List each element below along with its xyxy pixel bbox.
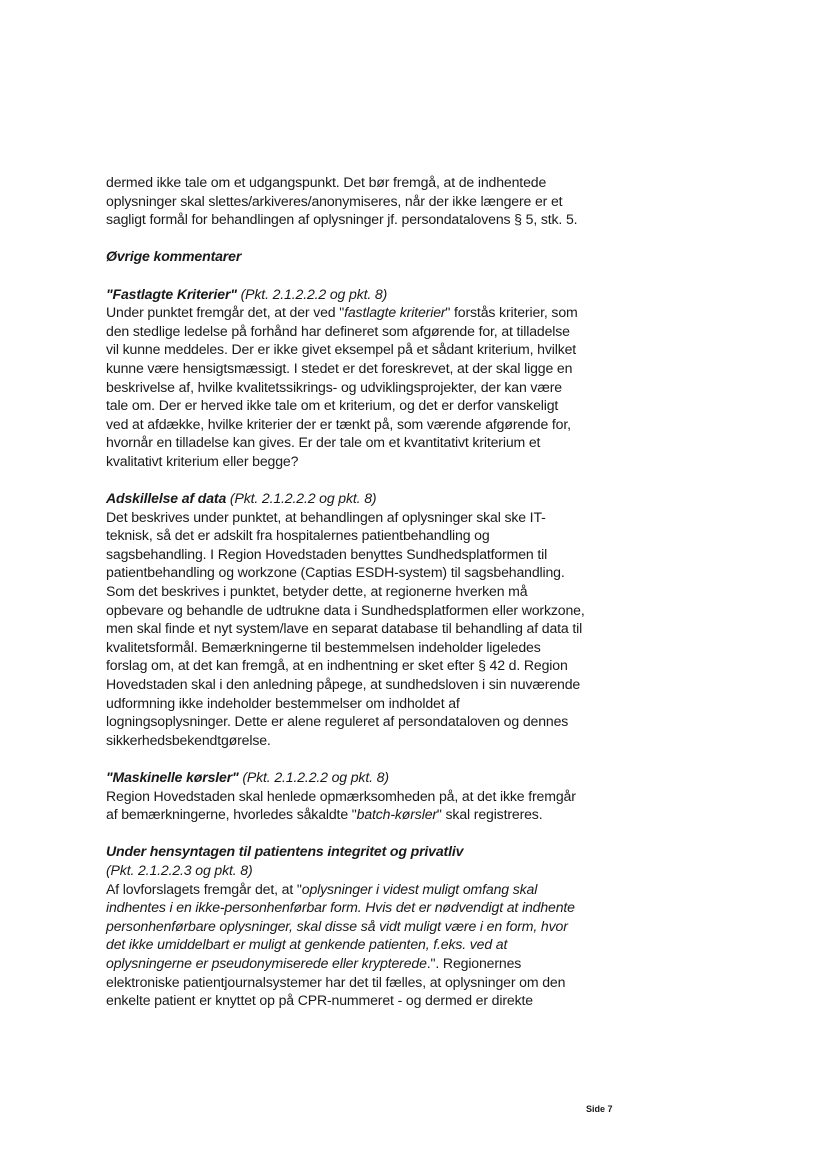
body-line: hvornår en tilladelse kan gives. Er der tale om et kvantitativt kriterium et — [106, 434, 541, 451]
body-line: teknisk, så det er adskilt fra hospitalernes patientbehandling og — [106, 527, 490, 544]
intro-paragraph — [106, 173, 646, 229]
section-reference: (Pkt. 2.1.2.2.2 og pkt. 8) — [226, 490, 377, 507]
body-line: enkelte patient er knyttet op på CPR-nummeret - og dermed er direkte — [106, 992, 533, 1009]
body-text: af bemærkningerne, hvorledes såkaldte " — [106, 806, 357, 823]
section-patient-integritet — [106, 842, 646, 1009]
body-text-italic: oplysningerne er pseudonymiserede eller krypterede — [106, 954, 427, 971]
page-number: Side 7 — [586, 1104, 613, 1114]
body-line-italic: personhenførbare oplysninger, skal disse så vidt muligt være i en form, hvor — [106, 917, 568, 934]
body-text: Af lovforslagets fremgår det, at " — [106, 880, 302, 897]
body-line: Det beskrives under punktet, at behandlingen af oplysninger skal ske IT- — [106, 508, 546, 525]
body-line: kvalitetsformål. Bemærkningerne til bestemmelsen indeholder ligeledes — [106, 638, 541, 655]
body-text: " skal registreres. — [436, 806, 543, 823]
body-line: Som det beskrives i punktet, betyder dette, at regionerne hverken må — [106, 583, 528, 600]
body-line-italic: det ikke umiddelbart er muligt at genkende patienten, f.eks. ved at — [106, 936, 508, 953]
section-title: "Fastlagte Kriterier" — [106, 285, 237, 302]
body-line: den stedlige ledelse på forhånd har defineret som afgørende for, at tilladelse — [106, 322, 570, 339]
body-line: ved at afdække, hvilke kriterier der er tænkt på, som værende afgørende for, — [106, 415, 571, 432]
body-line: udformning ikke indeholder bestemmelser om indholdet af — [106, 694, 460, 711]
section-maskinelle-koersler — [106, 768, 646, 824]
document-body — [106, 173, 646, 1010]
section-reference: (Pkt. 2.1.2.2.3 og pkt. 8) — [106, 861, 253, 878]
section-heading-other-comments: Øvrige kommentarer — [106, 248, 242, 265]
intro-line: dermed ikke tale om et udgangspunkt. Det bør fremgå, at de indhentede — [106, 174, 547, 190]
body-text: Under punktet fremgår det, at der ved " — [106, 304, 345, 321]
body-text: .". Regionernes — [426, 954, 522, 971]
intro-line: oplysninger skal slettes/arkiveres/anonymiseres, når der ikke længere er et — [106, 192, 563, 209]
body-line: beskrivelse af, hvilke kvalitetssikrings- og udviklingsprojekter, der kan være — [106, 378, 562, 395]
body-text-italic: batch-kørsler — [356, 806, 437, 823]
body-text-italic: fastlagte kriterier — [344, 304, 446, 321]
section-adskillelse-af-data — [106, 489, 646, 749]
body-line: patientbehandling og workzone (Captias ESDH-system) til sagsbehandling. — [106, 564, 565, 581]
section-title: "Maskinelle kørsler" — [106, 769, 239, 785]
body-line: elektroniske patientjournalsystemer har det til fælles, at oplysninger om den — [106, 973, 566, 990]
body-line: kvalitativt kriterium eller begge? — [106, 452, 299, 469]
section-title: Adskillelse af data — [106, 490, 227, 507]
body-line: kunne være hensigtsmæssigt. I stedet er det foreskrevet, at der skal ligge en — [106, 359, 573, 376]
body-line: Region Hovedstaden skal henlede opmærksomheden på, at det ikke fremgår — [106, 787, 576, 804]
body-line: forslag om, at det kan fremgå, at en indhentning er sket efter § 42 d. Region — [106, 657, 568, 674]
body-line: men skal finde et nyt system/lave en separat database til behandling af data til — [106, 620, 583, 637]
body-line: sikkerhedsbekendtgørelse. — [106, 731, 271, 748]
body-text: " forstås kriterier, som — [445, 304, 578, 321]
body-line-italic: indhentes i en ikke-personhenførbar form. Hvis det er nødvendigt at indhente — [106, 899, 575, 916]
section-title: Under hensyntagen til patientens integritet og privatliv — [106, 843, 464, 860]
body-line: vil kunne meddeles. Der er ikke givet eksempel på et sådant kriterium, hvilket — [106, 341, 577, 358]
section-reference: (Pkt. 2.1.2.2.2 og pkt. 8) — [236, 285, 388, 302]
body-line: Hovedstaden skal i den anledning påpege, at sundhedsloven i sin nuværende — [106, 676, 581, 693]
body-line: sagsbehandling. I Region Hovedstaden benyttes Sundhedsplatformen til — [106, 545, 548, 562]
body-line: logningsoplysninger. Dette er alene reguleret af persondataloven og dennes — [106, 713, 569, 730]
section-fastlagte-kriterier — [106, 285, 646, 471]
body-text-italic: oplysninger i videst muligt omfang skal — [301, 880, 538, 897]
body-line: opbevare og behandle de udtrukne data i Sundhedsplatformen eller workzone, — [106, 601, 585, 618]
section-reference: (Pkt. 2.1.2.2.2 og pkt. 8) — [238, 769, 389, 785]
intro-line: sagligt formål for behandlingen af oplysninger jf. persondatalovens § 5, stk. 5. — [106, 211, 578, 228]
body-line: tale om. Der er herved ikke tale om et kriterium, og det er derfor vanskeligt — [106, 397, 559, 414]
